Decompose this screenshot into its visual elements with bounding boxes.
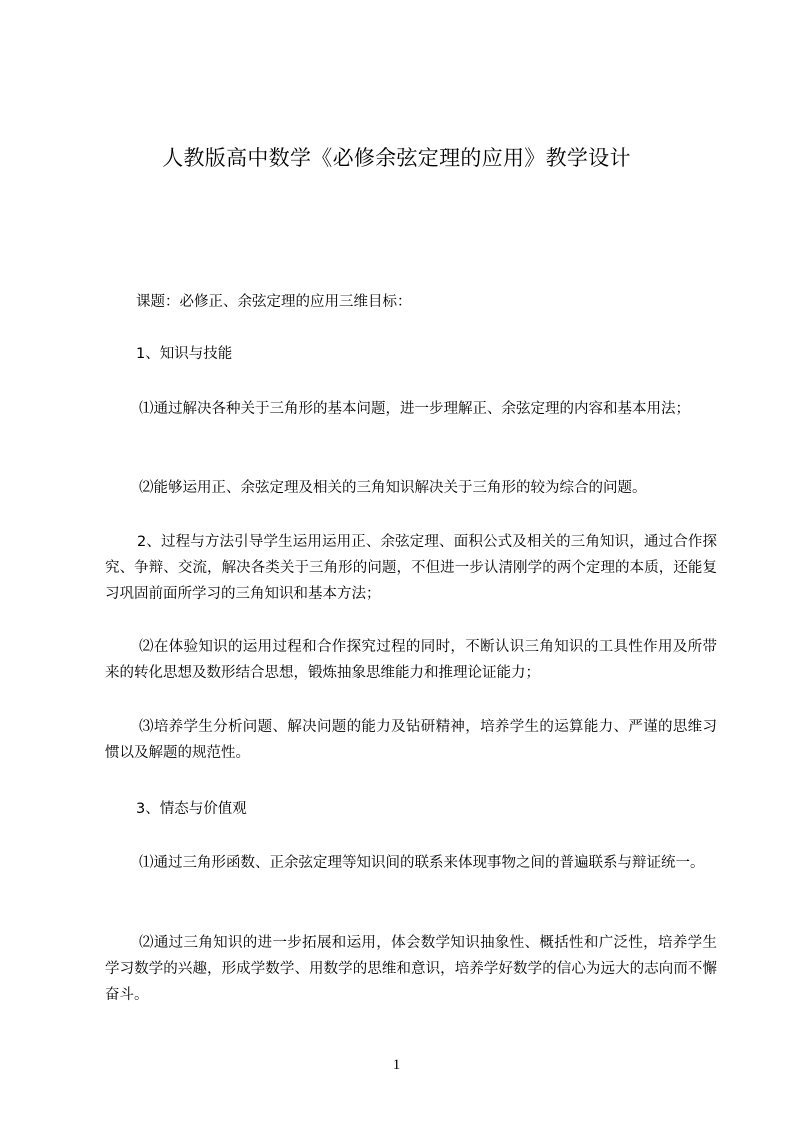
- document-title: 人教版高中数学《必修余弦定理的应用》教学设计: [162, 146, 631, 170]
- section-2-item-2: ⑵在体验知识的运用过程和合作探究过程的同时，不断认识三角知识的工具性作用及所带来的转化思想及数形结合思想，锻炼抽象思维能力和推理论证能力；: [105, 639, 717, 681]
- section-3-item-2: ⑵通过三角知识的进一步拓展和运用，体会数学知识抽象性、概括性和广泛性，培养学生学习数学的兴趣，形成学数学、用数学的思维和意识，培养学好数学的信心为远大的志向而不懈奋斗。: [105, 935, 717, 1003]
- page-number: 1: [392, 1057, 401, 1073]
- section-1-heading: 1、知识与技能: [136, 346, 233, 362]
- section-1-item-2: ⑵能够运用正、余弦定理及相关的三角知识解决关于三角形的较为综合的问题。: [139, 480, 647, 496]
- section-3-heading: 3、情态与价值观: [136, 801, 247, 817]
- section-2-item-3: ⑶培养学生分析问题、解决问题的能力及钻研精神，培养学生的运算能力、严谨的思维习惯以及解题的规范性。: [105, 719, 717, 761]
- section-2-paragraph: 2、过程与方法引导学生运用运用正、余弦定理、面积公式及相关的三角知识，通过合作探究、争辩、交流，解决各类关于三角形的问题，不但进一步认清刚学的两个定理的本质，还能复习巩固前面所学习的三角知识和基本方法；: [105, 534, 717, 602]
- section-1-item-1: ⑴通过解决各种关于三角形的基本问题，进一步理解正、余弦定理的内容和基本用法；: [139, 401, 690, 417]
- section-3-item-1: ⑴通过三角形函数、正余弦定理等知识间的联系来体现事物之间的普遍联系与辩证统一。: [139, 855, 705, 871]
- subject-line: 课题：必修正、余弦定理的应用三维目标：: [136, 294, 412, 310]
